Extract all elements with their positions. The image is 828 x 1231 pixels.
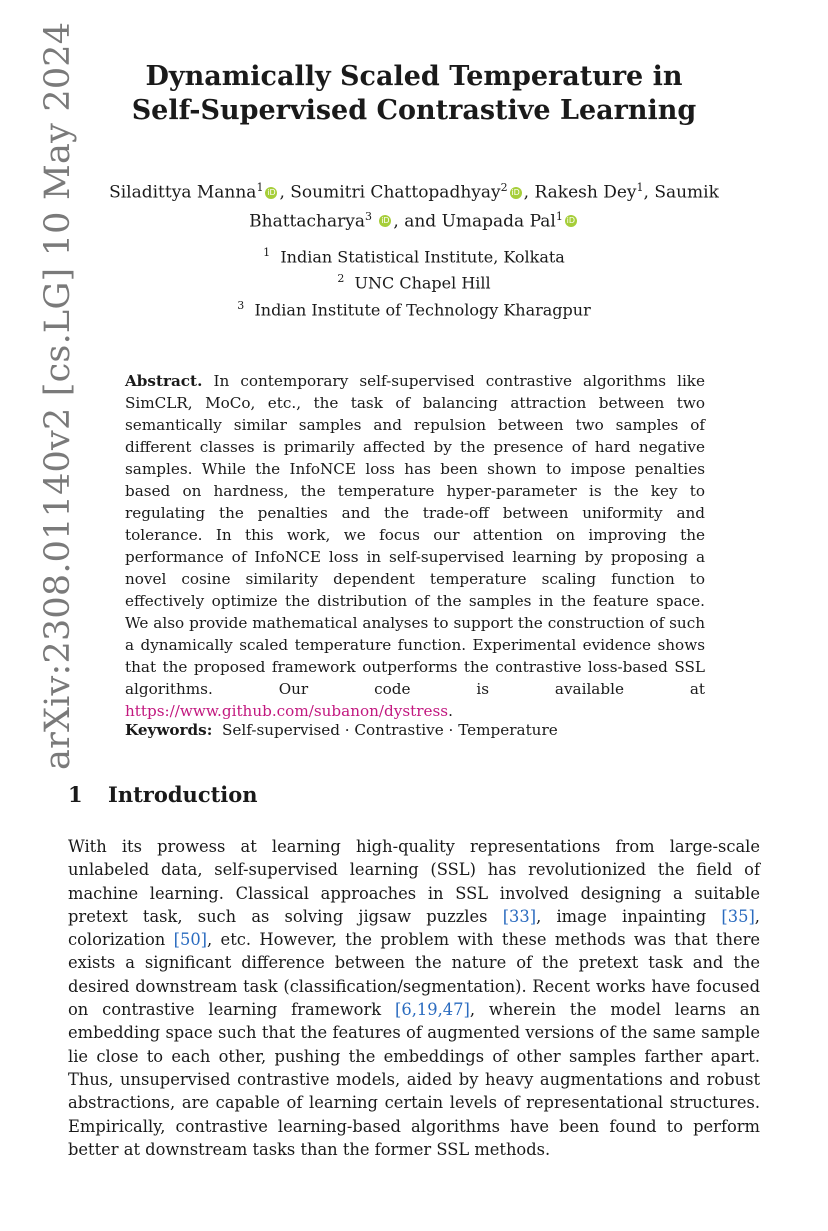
- author-affil-mark: 1: [256, 181, 264, 194]
- section-number: 1: [68, 782, 83, 807]
- abstract-label: Abstract.: [125, 372, 203, 390]
- keywords-list: Self-supervised · Contrastive · Temperature: [222, 721, 558, 739]
- orcid-icon[interactable]: iD: [381, 216, 390, 226]
- abstract: Abstract. In contemporary self-supervised contrastive algorithms like SimCLR, MoCo, etc., the task of balancing attraction between two semantically similar samples and repulsion between two samples of different classes is primarily affected by the presence of hard negative samples. While the InfoNCE loss has been shown to impose penalties based on hardness, the temperature hyper-parameter is the key to regulating the penalties and the trade-off between uniformity and tolerance. In this work, we focus our attention on improving the performance of InfoNCE loss in self-supervised learning by proposing a novel cosine similarity dependent temperature scaling function to effectively optimize the distribution of the samples in the feature space. We also provide mathematical analyses to support the construction of such a dynamically scaled temperature function. Experimental evidence shows that the proposed framework outperforms the contrastive loss-based SSL algorithms. Our code is available at https://www.github.com/subanon/dystress.: [125, 372, 705, 720]
- author-name: Saumik Bhattacharya: [249, 182, 719, 232]
- author-affil-mark: 1: [636, 181, 644, 194]
- orcid-icon[interactable]: iD: [511, 187, 520, 197]
- paper-title: [100, 60, 728, 128]
- keywords: [125, 719, 705, 741]
- citation-link[interactable]: [33]: [502, 906, 537, 926]
- title-line-1: Dynamically Scaled Temperature in: [145, 61, 683, 92]
- author-affil-mark: 2: [500, 181, 508, 194]
- arxiv-identifier-stamp: arXiv:2308.01140v2 [cs.LG] 10 May 2024: [38, 21, 78, 770]
- intro-paragraph: With its prowess at learning high-quality representations from large-scale unlabeled data, self-supervised learning (SSL) has revolutionized the field of machine learning. Classical approaches in SSL involved designing a suitable pretext task, such as solving jigsaw puzzles [33], image inpainting [35], colorization [50], etc. However, the problem with these methods was that there exists a significant difference between the nature of the pretext task and the desired downstream task (classification/segmentation). Recent works have focused on contrastive learning framework [6,19,47], wherein the model learns an embedding space such that the features of augmented versions of the same sample lie close to each other, pushing the embeddings of other samples farther apart. Thus, unsupervised contrastive models, aided by heavy augmentations and robust abstractions, are capable of learning certain levels of representational structures. Empirically, contrastive learning-based algorithms have been found to perform better at downstream tasks than the former SSL methods.: [68, 837, 760, 1159]
- affiliation-item: $^1$ Indian Statistical Institute, Kolkata: [263, 246, 565, 267]
- author-name: Soumitri Chattopadhyay: [290, 182, 501, 203]
- author-affil-mark: 3: [364, 209, 372, 223]
- title-line-2: Self-Supervised Contrastive Learning: [131, 95, 697, 126]
- code-repository-link[interactable]: https://www.github.com/subanon/dystress: [125, 702, 449, 720]
- orcid-icon[interactable]: iD: [566, 216, 576, 226]
- citation-link[interactable]: [50]: [173, 930, 208, 950]
- section-title: Introduction: [108, 782, 258, 807]
- orcid-icon[interactable]: iD: [267, 187, 276, 197]
- affiliation-list: [100, 242, 728, 321]
- affiliation-item: $^3$ Indian Institute of Technology Kharagpur: [237, 298, 591, 319]
- author-name: Rakesh Dey: [534, 182, 637, 203]
- keywords-label: Keywords:: [125, 721, 213, 739]
- author-list: Siladittya Manna$^1$ iD , Soumitri Chattopadhyay$^2$ iD , Rakesh Dey$^1$, Saumik Bhattacharya$^3$ iD , and Umapada Pal$^1$ iD: [109, 181, 719, 232]
- citation-link[interactable]: [35]: [721, 906, 755, 926]
- abstract-text: In contemporary self-supervised contrastive algorithms like SimCLR, MoCo, etc., the task of balancing attraction between two semantically similar samples and repulsion between two samples of different classes is primarily affected by the presence of hard negative samples. While the InfoNCE loss has been shown to impose penalties based on hardness, the temperature hyper-parameter is the key to regulating the penalties and the trade-off between uniformity and tolerance. In this work, we focus our attention on improving the performance of InfoNCE loss in self-supervised learning by proposing a novel cosine similarity dependent temperature scaling function to effectively optimize the distribution of the samples in the feature space. We also provide mathematical analyses to support the construction of such a dynamically scaled temperature function. Experimental evidence shows that the proposed framework outperforms the contrastive loss-based SSL algorithms. Our code is available at: [125, 372, 705, 698]
- author-affil-mark: 1: [555, 209, 563, 223]
- citation-link[interactable]: [6,19,47]: [395, 1000, 470, 1020]
- author-name: Umapada Pal: [441, 211, 556, 232]
- section-heading: [68, 782, 258, 807]
- affiliation-item: $^2$ UNC Chapel Hill: [337, 272, 491, 293]
- author-name: Siladittya Manna: [109, 182, 257, 203]
